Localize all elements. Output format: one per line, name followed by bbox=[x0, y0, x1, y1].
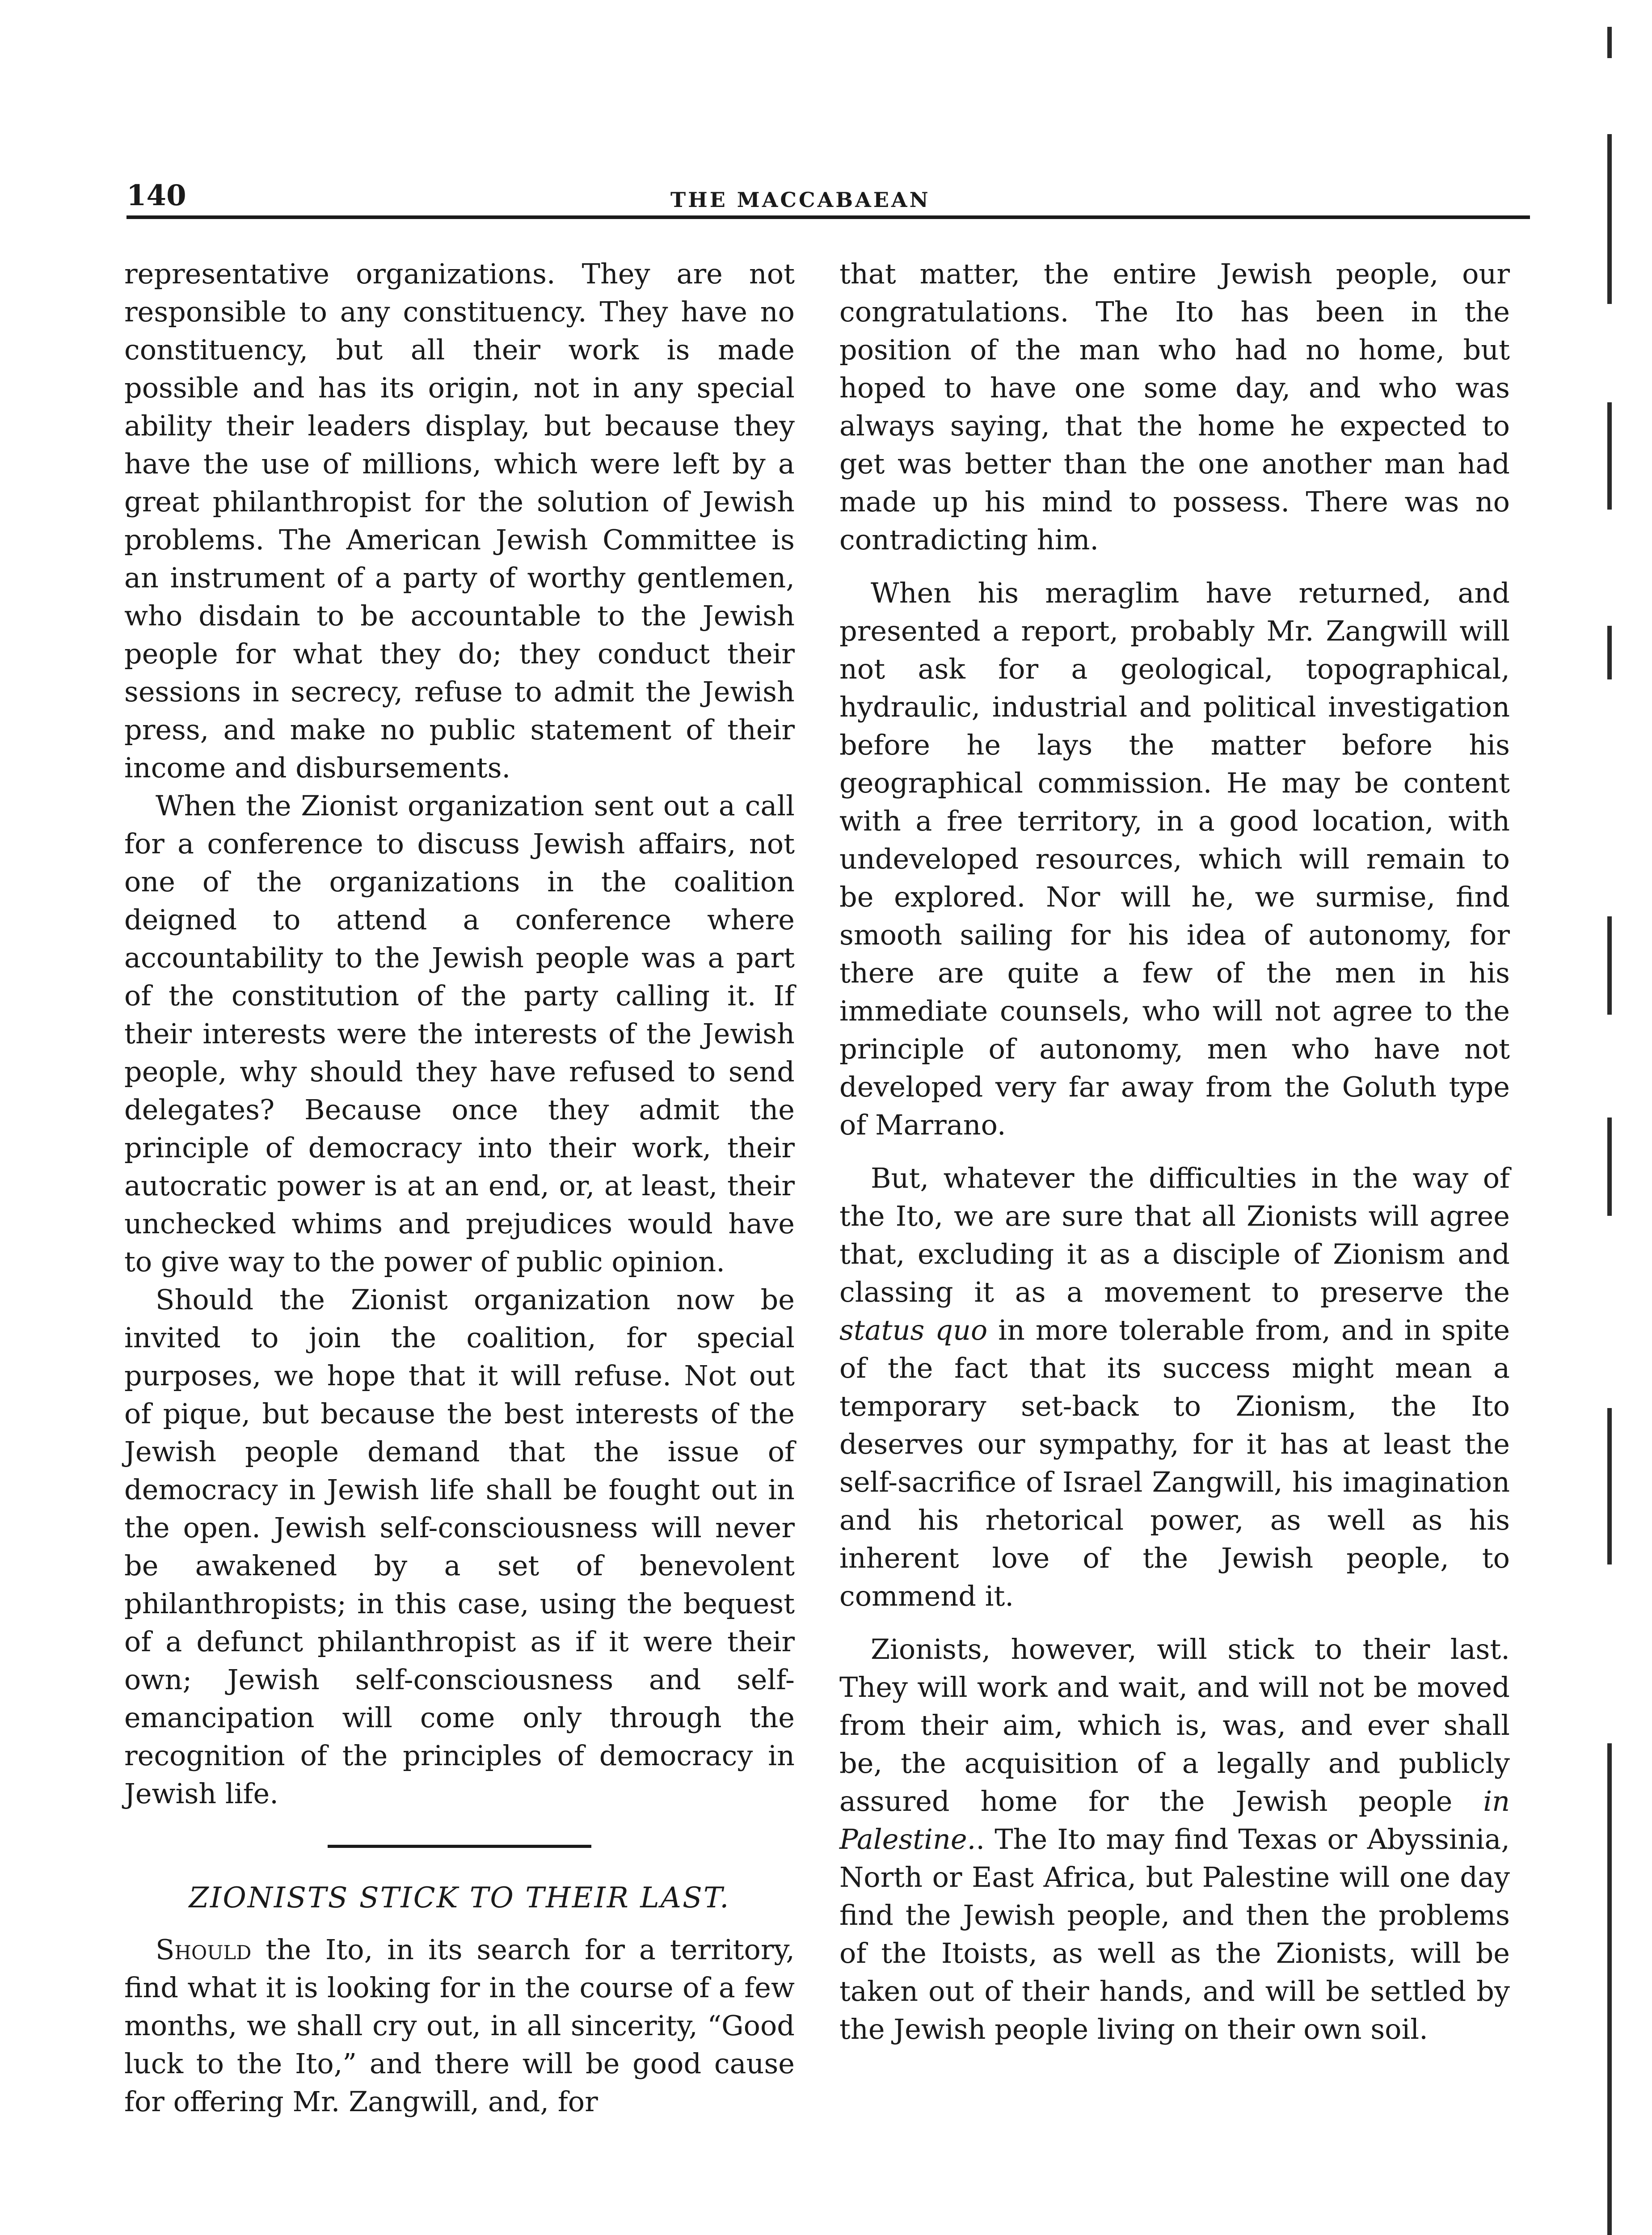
running-head: THE MACCABAEAN bbox=[670, 188, 931, 212]
paragraph: When the Zionist organization sent out a call for a conference to discuss Jewish affairs, not one of the organizations in the coalition deigned to attend a conference where accountability to the Jewish people was a part of the constitution of the party calling it. If their interests were the interests of the Jewish people, why should they have refused to send delegates? Because once they admit the principle of democracy into their work, their autocratic power is at an end, or, at least, their unchecked whims and prejudices would have to give way to the power of public opinion. bbox=[124, 789, 795, 1278]
paragraph bbox=[124, 1931, 795, 2121]
paragraph bbox=[839, 1630, 1510, 2048]
right-column bbox=[839, 255, 1510, 2048]
paragraph: representative organizations. They are not responsible to any constituency. They have no constituency, but all their work is made possible and has its origin, not in any special ability their leaders display, but because they have the use of millions, which were left by a great philanthropist for the solution of Jewish problems. The American Jewish Committee is an instrument of a party of worthy gentlemen, who disdain to be accountable to the Jewish people for what they do; they conduct their sessions in secrecy, refuse to admit the Jewish press, and make no public statement of their income and disbursements. bbox=[124, 257, 795, 784]
italic-phrase: status quo bbox=[839, 1314, 988, 1346]
paragraph-text: in more tolerable from, and in spite of the fact that its success might mean a temporary set-back to Zionism, the Ito deserves our sympathy, for it has at least the self-sacrifice of Israel Zangwill, his imagination and his rhetorical power, as well as his inherent love of the Jewish people, to commend it. bbox=[839, 1314, 1510, 1612]
paragraph-text: But, whatever the difficulties in the way of the Ito, we are sure that all Zionists will agree that, excluding it as a disciple of Zionism and classing it as a movement to preserve the bbox=[839, 1162, 1510, 1308]
section-rule bbox=[328, 1845, 591, 1848]
paragraph: that matter, the entire Jewish people, our congratulations. The Ito has been in the position of the man who had no home, but hoped to have one some day, and who was always saying, that the home he expected to get was better than the one another man had made up his mind to possess. There was no contradicting him. bbox=[839, 257, 1510, 556]
edge-mark bbox=[1607, 1743, 1612, 2235]
edge-mark bbox=[1607, 626, 1612, 679]
page-number: 140 bbox=[126, 179, 186, 212]
edge-mark bbox=[1607, 1408, 1612, 1564]
edge-mark bbox=[1607, 27, 1612, 58]
edge-mark bbox=[1607, 134, 1612, 304]
paragraph: When his meraglim have returned, and presented a report, probably Mr. Zangwill will not ask for a geological, topographical, hydraulic, industrial and political investigation before he lays the matter before his geographical commission. He may be content with a free territory, in a good location, with undeveloped resources, which will remain to be explored. Nor will he, we surmise, find smooth sailing for his idea of autonomy, for there are quite a few of the men in his immediate counsels, who will not agree to the principle of autonomy, men who have not developed very far away from the Goluth type of Marrano. bbox=[839, 577, 1510, 1141]
lead-word: Should bbox=[156, 1933, 252, 1966]
paragraph-text: . The Ito may find Texas or Abyssinia, North or East Africa, but Palestine will one day find the Jewish people, and then the problems of the Itoists, as well as the Zionists, will be taken out of their hands, and will be settled by the Jewish people living on their own soil. bbox=[839, 1823, 1510, 2045]
paragraph bbox=[839, 1159, 1510, 1615]
header-rule bbox=[126, 215, 1530, 219]
paragraph: Should the Zionist organization now be invited to join the coalition, for special purposes, we hope that it will refuse. Not out of pique, but because the best interests of the Jewish people demand that the issue of democracy in Jewish life shall be fought out in the open. Jewish self-consciousness will never be awakened by a set of benevolent philanthropists; in this case, using the bequest of a defunct philanthropist as if it were their own; Jewish self-consciousness and self-emancipation will come only through the recognition of the principles of democracy in Jewish life. bbox=[124, 1283, 795, 1810]
left-column bbox=[124, 255, 795, 2121]
edge-mark bbox=[1607, 916, 1612, 1015]
edge-mark bbox=[1607, 1118, 1612, 1216]
edge-mark bbox=[1607, 402, 1612, 510]
section-title: ZIONISTS STICK TO THEIR LAST. bbox=[189, 1881, 730, 1915]
italic-phrase: in Palestine. bbox=[839, 1785, 1510, 1855]
paragraph-text: the Ito, in its search for a territory, find what it is looking for in the course of a few months, we shall cry out, in all sincerity, “Good luck to the Ito,” and there will be good cause for offering Mr. Zangwill, and, for bbox=[124, 1933, 795, 2118]
paragraph-text: Zionists, however, will stick to their last. They will work and wait, and will not be moved from their aim, which is, was, and ever shall be, the acquisition of a legally and publicly assured home for the Jewish people bbox=[839, 1633, 1510, 1818]
